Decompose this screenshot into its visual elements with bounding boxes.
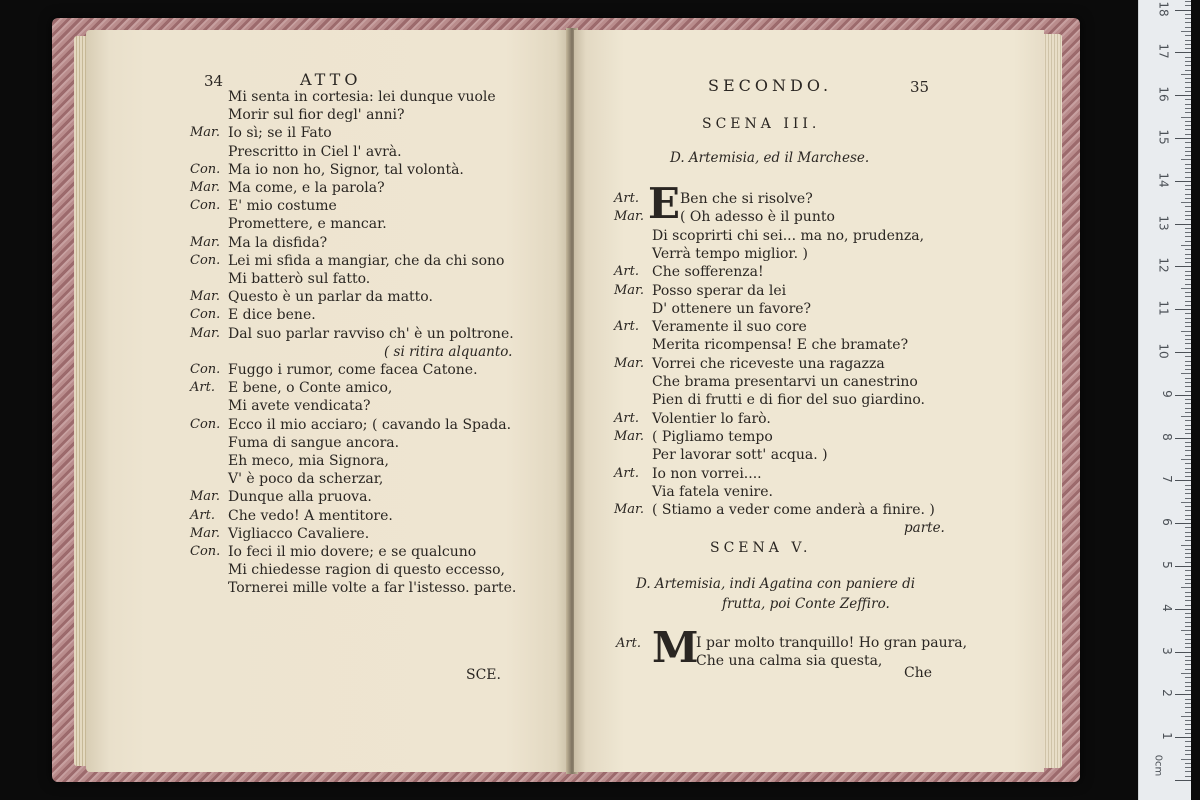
scene-3-cast: D. Artemisia, ed il Marchese. — [670, 150, 870, 166]
ruler-tick — [1185, 746, 1191, 747]
ruler-tick — [1185, 296, 1191, 297]
speaker-label: Mar. — [190, 289, 220, 305]
verse-line: Ecco il mio acciaro; ( cavando la Spada. — [228, 416, 512, 433]
verse-line: Che brama presentarvi un canestrino — [652, 374, 918, 390]
ruler-number: 18 — [1156, 0, 1171, 17]
ruler-number: 14 — [1156, 172, 1171, 188]
ruler-tick — [1185, 279, 1191, 280]
ruler-tick — [1185, 254, 1191, 255]
verse-line: Che sofferenza! — [652, 264, 764, 281]
ruler-tick — [1185, 134, 1191, 135]
ruler-tick — [1185, 378, 1191, 379]
ruler-tick — [1185, 35, 1191, 36]
ruler-tick — [1185, 194, 1191, 195]
ruler-tick — [1185, 669, 1191, 670]
ruler-tick — [1185, 5, 1191, 6]
ruler-tick — [1185, 741, 1191, 742]
verse-line: Dunque alla pruova. — [228, 489, 372, 506]
ruler-tick — [1185, 763, 1191, 764]
ruler-tick — [1185, 575, 1191, 576]
ruler-tick — [1185, 403, 1191, 404]
ruler-tick — [1185, 583, 1191, 584]
ruler-tick — [1181, 373, 1191, 374]
ruler-tick — [1185, 44, 1191, 45]
ruler-tick — [1175, 224, 1191, 225]
ruler-tick — [1181, 117, 1191, 118]
ruler-tick — [1185, 455, 1191, 456]
ruler-tick — [1185, 485, 1191, 486]
ruler-tick — [1185, 177, 1191, 178]
ruler-tick — [1185, 215, 1191, 216]
ruler-tick — [1185, 433, 1191, 434]
ruler-tick — [1185, 172, 1191, 173]
ruler-tick — [1175, 609, 1191, 610]
ruler-tick — [1175, 181, 1191, 182]
verse-line: Io non vorrei.... — [652, 465, 762, 482]
speaker-label: Mar. — [190, 489, 220, 505]
verse-line: Lei mi sfida a mangiar, che da chi sono — [228, 252, 505, 269]
ruler-tick — [1181, 416, 1191, 417]
ruler-tick — [1185, 660, 1191, 661]
ruler-tick — [1181, 502, 1191, 503]
ruler-number: 13 — [1156, 214, 1171, 231]
ruler-tick — [1185, 91, 1191, 92]
verse-line: Mi batterò sul fatto. — [228, 271, 371, 287]
ruler-tick — [1185, 155, 1191, 156]
ruler-tick — [1181, 587, 1191, 588]
ruler-tick — [1185, 733, 1191, 734]
ruler-tick — [1181, 459, 1191, 460]
ruler-tick — [1185, 703, 1191, 704]
ruler-tick — [1185, 326, 1191, 327]
ruler-tick — [1185, 536, 1191, 537]
verse-line: ( Pigliamo tempo — [652, 428, 773, 445]
ruler-tick — [1185, 78, 1191, 79]
ruler-tick — [1185, 112, 1191, 113]
scene-5-cast-line-2: frutta, poi Conte Zeffiro. — [722, 596, 890, 612]
ruler-tick — [1185, 489, 1191, 490]
ruler-number: 2 — [1160, 689, 1175, 698]
ruler-tick — [1185, 14, 1191, 15]
ruler-tick — [1181, 630, 1191, 631]
ruler-tick — [1181, 759, 1191, 760]
scene-5-cast-line-1: D. Artemisia, indi Agatina con paniere di — [636, 576, 916, 592]
verse-line: Tornerei mille volte a far l'istesso. parte. — [228, 580, 517, 597]
speaker-label: Mar. — [190, 234, 220, 250]
ruler-tick — [1181, 673, 1191, 674]
ruler-tick — [1175, 395, 1191, 396]
ruler-tick — [1175, 309, 1191, 310]
ruler-tick — [1185, 493, 1191, 494]
ruler-tick — [1185, 61, 1191, 62]
ruler-tick — [1175, 352, 1191, 353]
ruler-tick — [1185, 211, 1191, 212]
speaker-label: Con. — [190, 252, 221, 268]
ruler-tick — [1185, 1, 1191, 2]
ruler-tick — [1185, 219, 1191, 220]
ruler-tick — [1185, 622, 1191, 623]
verse-line: Posso sperar da lei — [652, 282, 787, 299]
ruler-tick — [1185, 617, 1191, 618]
ruler-tick — [1185, 690, 1191, 691]
verse-line: E' mio costume — [228, 198, 337, 215]
ruler-tick — [1185, 600, 1191, 601]
ruler-tick — [1181, 159, 1191, 160]
ruler-tick — [1185, 322, 1191, 323]
scene-5-line-1: I par molto tranquillo! Ho gran paura, — [696, 635, 968, 651]
page-number-left: 34 — [204, 72, 224, 90]
ruler-number: 4 — [1160, 603, 1175, 612]
verse-line: Promettere, e mancar. — [228, 216, 387, 233]
ruler-tick — [1185, 241, 1191, 242]
ruler-tick — [1185, 664, 1191, 665]
verse-line: Eh meco, mia Signora, — [228, 453, 389, 469]
scene-5-speaker: Art. — [616, 636, 641, 651]
ruler-tick — [1175, 566, 1191, 567]
verse-line: Mi avete vendicata? — [228, 398, 371, 415]
speaker-label: Art. — [614, 410, 639, 426]
ruler-tick — [1175, 438, 1191, 439]
ruler-tick — [1185, 750, 1191, 751]
verse-line: Fuggo i rumor, come facea Catone. — [228, 362, 478, 378]
verse-line: Io feci il mio dovere; e se qualcuno — [228, 544, 477, 560]
ruler-number: 7 — [1160, 475, 1175, 484]
ruler-tick — [1185, 104, 1191, 105]
speaker-label: Con. — [190, 307, 221, 323]
catchword-left: SCE. — [466, 667, 501, 683]
speaker-label: Mar. — [614, 502, 644, 518]
verse-line: ( si ritira alquanto. — [384, 343, 513, 360]
ruler-tick — [1185, 65, 1191, 66]
ruler-tick — [1185, 450, 1191, 451]
ruler-tick — [1185, 532, 1191, 533]
ruler-tick — [1185, 57, 1191, 58]
ruler-tick — [1185, 168, 1191, 169]
ruler-tick — [1185, 189, 1191, 190]
speaker-label: Mar. — [190, 125, 220, 141]
ruler-tick — [1185, 626, 1191, 627]
ruler-number: 8 — [1160, 432, 1175, 441]
ruler-tick — [1185, 22, 1191, 23]
ruler-number: 11 — [1156, 300, 1171, 316]
ruler-tick — [1185, 540, 1191, 541]
ruler-tick — [1185, 125, 1191, 126]
ruler-tick — [1185, 335, 1191, 336]
ruler-tick — [1185, 301, 1191, 302]
speaker-label: Con. — [190, 544, 221, 559]
ruler-number: 5 — [1160, 561, 1175, 569]
ruler-tick — [1185, 553, 1191, 554]
ruler-tick — [1185, 682, 1191, 683]
scene-3-exit: parte. — [904, 520, 945, 536]
verse-line: Ben che si risolve? — [680, 191, 813, 207]
ruler-tick — [1185, 198, 1191, 199]
ruler-tick — [1185, 442, 1191, 443]
ruler-tick — [1185, 639, 1191, 640]
ruler-tick — [1185, 570, 1191, 571]
ruler-tick — [1181, 716, 1191, 717]
ruler-tick — [1185, 343, 1191, 344]
ruler-tick — [1185, 142, 1191, 143]
ruler-tick — [1185, 70, 1191, 71]
ruler-number: 1 — [1160, 732, 1175, 741]
speaker-label: Art. — [614, 191, 639, 206]
ruler-tick — [1175, 266, 1191, 267]
ruler-tick — [1185, 18, 1191, 19]
ruler-tick — [1185, 549, 1191, 550]
verse-line: Vorrei che riceveste una ragazza — [652, 355, 885, 372]
speaker-label: Con. — [190, 416, 221, 432]
ruler-tick — [1185, 236, 1191, 237]
ruler-tick — [1185, 519, 1191, 520]
verse-line: Vigliacco Cavaliere. — [228, 525, 370, 542]
ruler-tick — [1185, 562, 1191, 563]
ruler-number: 9 — [1160, 389, 1175, 398]
ruler-tick — [1185, 729, 1191, 730]
ruler-tick — [1181, 31, 1191, 32]
ruler-tick — [1185, 463, 1191, 464]
ruler-tick — [1185, 596, 1191, 597]
ruler-number: 10 — [1156, 343, 1171, 359]
ruler-tick — [1185, 305, 1191, 306]
verse-line: Veramente il suo core — [652, 319, 807, 336]
ruler-tick — [1185, 151, 1191, 152]
ruler-tick — [1185, 275, 1191, 276]
speaker-label: Con. — [190, 362, 221, 377]
verse-line: Ma la disfida? — [228, 234, 328, 251]
ruler-tick — [1185, 313, 1191, 314]
verse-line: E bene, o Conte amico, — [228, 380, 393, 397]
measuring-ruler — [1138, 0, 1191, 800]
page-number-right: 35 — [910, 78, 930, 96]
ruler-tick — [1181, 545, 1191, 546]
ruler-tick — [1185, 498, 1191, 499]
verse-line: Mi chiedesse ragion di questo eccesso, — [228, 562, 505, 579]
verse-line: Di scoprirti chi sei... ma no, prudenza, — [652, 227, 925, 244]
ruler-tick — [1185, 369, 1191, 370]
speaker-label: Art. — [614, 264, 639, 280]
ruler-tick — [1185, 720, 1191, 721]
ruler-tick — [1185, 129, 1191, 130]
ruler-tick — [1185, 776, 1191, 777]
ruler-tick — [1175, 737, 1191, 738]
ruler-tick — [1175, 780, 1191, 781]
ruler-tick — [1185, 365, 1191, 366]
ruler-tick — [1185, 605, 1191, 606]
ruler-tick — [1185, 686, 1191, 687]
ruler-tick — [1185, 82, 1191, 83]
ruler-tick — [1185, 87, 1191, 88]
verse-line: Che vedo! A mentitore. — [228, 507, 393, 524]
ruler-tick — [1185, 446, 1191, 447]
ruler-tick — [1181, 74, 1191, 75]
ruler-tick — [1185, 592, 1191, 593]
ruler-tick — [1185, 510, 1191, 511]
ruler-tick — [1185, 185, 1191, 186]
speaker-label: Art. — [614, 319, 639, 335]
ruler-tick — [1181, 331, 1191, 332]
ruler-tick — [1185, 613, 1191, 614]
ruler-tick — [1185, 48, 1191, 49]
ruler-tick — [1185, 656, 1191, 657]
verse-line: ( Stiamo a veder come anderà a finire. ) — [652, 502, 935, 519]
verse-line: Verrà tempo miglior. ) — [652, 245, 808, 262]
ruler-number: 17 — [1156, 43, 1171, 60]
ruler-tick — [1181, 288, 1191, 289]
ruler-tick — [1185, 164, 1191, 165]
verse-line: Ma come, e la parola? — [228, 180, 385, 196]
verse-line: E dice bene. — [228, 307, 316, 324]
ruler-tick — [1175, 480, 1191, 481]
ruler-tick — [1185, 527, 1191, 528]
ruler-tick — [1185, 468, 1191, 469]
drop-cap-m: M — [652, 623, 699, 672]
ruler-tick — [1185, 206, 1191, 207]
verse-line: Dal suo parlar ravviso ch' è un poltrone. — [228, 325, 514, 342]
verse-line: Fuma di sangue ancora. — [228, 434, 400, 451]
ruler-tick — [1185, 27, 1191, 28]
ruler-number: 12 — [1156, 257, 1171, 274]
ruler-tick — [1185, 647, 1191, 648]
speaker-label: Mar. — [614, 428, 644, 444]
ruler-tick — [1185, 515, 1191, 516]
speaker-label: Con. — [190, 198, 221, 214]
speaker-label: Art. — [190, 507, 215, 523]
catchword-right: Che — [904, 665, 933, 681]
ruler-tick — [1185, 643, 1191, 644]
verse-line: Volentier lo farò. — [652, 410, 771, 427]
speaker-label: Mar. — [614, 355, 644, 371]
ruler-tick — [1185, 712, 1191, 713]
ruler-tick — [1185, 271, 1191, 272]
verse-line: Via fatela venire. — [652, 483, 773, 500]
speaker-label: Mar. — [614, 209, 644, 225]
verse-line: D' ottenere un favore? — [652, 300, 812, 317]
ruler-tick — [1175, 95, 1191, 96]
right-page — [574, 30, 1044, 772]
ruler-tick — [1185, 108, 1191, 109]
verse-line: Pien di frutti e di fior del suo giardino. — [652, 392, 925, 409]
ruler-tick — [1175, 652, 1191, 653]
ruler-tick — [1175, 138, 1191, 139]
ruler-tick — [1185, 391, 1191, 392]
ruler-tick — [1185, 318, 1191, 319]
scene-5-heading: SCENA V. — [710, 540, 812, 556]
scene-5-line-2: Che una calma sia questa, — [696, 653, 883, 669]
ruler-number: 6 — [1160, 518, 1175, 527]
ruler-tick — [1185, 472, 1191, 473]
ruler-tick — [1185, 232, 1191, 233]
verse-line: Merita ricompensa! E che bramate? — [652, 337, 909, 354]
ruler-number: 3 — [1160, 646, 1175, 655]
verse-line: Morir sul fior degl' anni? — [228, 107, 405, 124]
ruler-tick — [1175, 52, 1191, 53]
ruler-tick — [1185, 579, 1191, 580]
ruler-tick — [1185, 771, 1191, 772]
ruler-tick — [1185, 361, 1191, 362]
running-head-right: SECONDO. — [708, 76, 833, 95]
ruler-tick — [1185, 707, 1191, 708]
ruler-tick — [1185, 699, 1191, 700]
ruler-tick — [1185, 429, 1191, 430]
ruler-tick — [1185, 147, 1191, 148]
ruler-tick — [1175, 523, 1191, 524]
ruler-tick — [1185, 382, 1191, 383]
speaker-label: Con. — [190, 161, 221, 177]
speaker-label: Art. — [614, 465, 639, 481]
verse-line: V' è poco da scherzar, — [228, 471, 384, 488]
ruler-tick — [1185, 677, 1191, 678]
ruler-tick — [1185, 724, 1191, 725]
ruler-tick — [1181, 202, 1191, 203]
ruler-tick — [1175, 10, 1191, 11]
ruler-tick — [1185, 557, 1191, 558]
verse-line: Prescritto in Ciel l' avrà. — [228, 143, 402, 160]
ruler-tick — [1185, 40, 1191, 41]
ruler-tick — [1185, 121, 1191, 122]
speaker-label: Art. — [190, 380, 215, 396]
speaker-label: Mar. — [190, 325, 220, 341]
ruler-tick — [1175, 694, 1191, 695]
ruler-tick — [1185, 399, 1191, 400]
ruler-tick — [1185, 258, 1191, 259]
ruler-tick — [1185, 420, 1191, 421]
speaker-label: Mar. — [190, 180, 220, 195]
drop-cap-e: E — [648, 179, 681, 228]
scene-3-heading: SCENA III. — [702, 116, 821, 132]
ruler-tick — [1185, 754, 1191, 755]
ruler-tick — [1185, 348, 1191, 349]
ruler-tick — [1185, 284, 1191, 285]
verse-line: Mi senta in cortesia: lei dunque vuole — [228, 89, 496, 105]
ruler-tick — [1185, 412, 1191, 413]
ruler-tick — [1185, 386, 1191, 387]
ruler-number: 16 — [1156, 86, 1171, 102]
running-head-left: ATTO — [300, 70, 362, 89]
verse-line: Per lavorar sott' acqua. ) — [652, 447, 828, 464]
verse-line: Questo è un parlar da matto. — [228, 289, 433, 306]
left-page — [86, 30, 570, 772]
ruler-tick — [1185, 476, 1191, 477]
ruler-tick — [1181, 245, 1191, 246]
speaker-label: Mar. — [190, 525, 220, 541]
ruler-number: 15 — [1156, 129, 1171, 145]
ruler-tick — [1185, 356, 1191, 357]
verse-line: Ma io non ho, Signor, tal volontà. — [228, 161, 464, 178]
ruler-tick — [1185, 506, 1191, 507]
ruler-tick — [1185, 425, 1191, 426]
ruler-tick — [1185, 228, 1191, 229]
ruler-tick — [1185, 262, 1191, 263]
verse-line: Io sì; se il Fato — [228, 125, 332, 142]
ruler-tick — [1185, 339, 1191, 340]
speaker-label: Mar. — [614, 282, 644, 298]
ruler-tick — [1185, 408, 1191, 409]
ruler-unit-label: 0cm — [1152, 754, 1164, 777]
ruler-tick — [1185, 249, 1191, 250]
verse-line: ( Oh adesso è il punto — [680, 209, 835, 226]
ruler-tick — [1185, 292, 1191, 293]
ruler-tick — [1185, 767, 1191, 768]
ruler-tick — [1185, 634, 1191, 635]
ruler-tick — [1185, 99, 1191, 100]
